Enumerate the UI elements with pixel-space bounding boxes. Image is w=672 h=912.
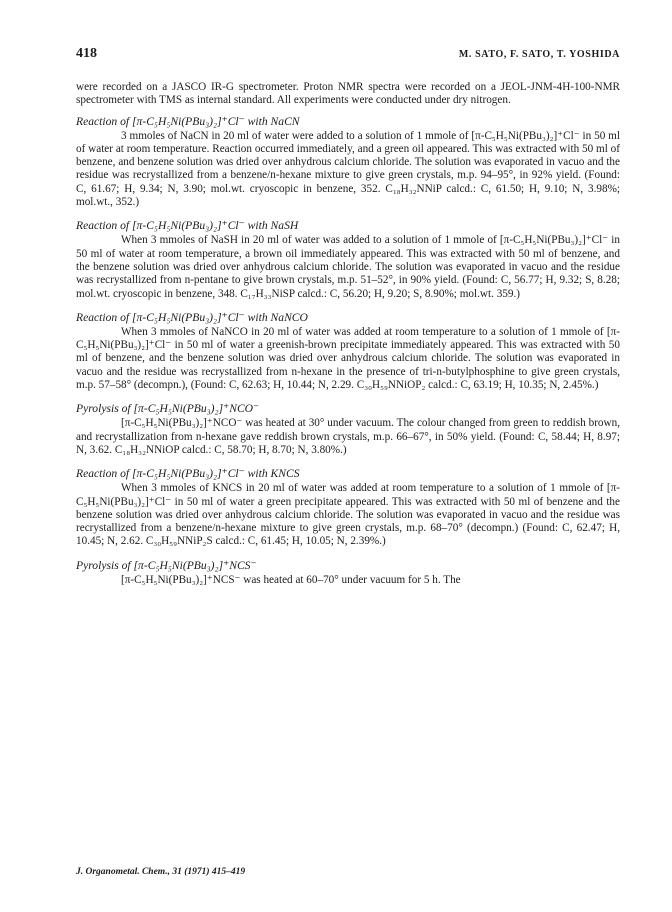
section-heading-kncs: Reaction of [π-C₅H₅Ni(PBu₃)₂]⁺Cl⁻ with KNCS	[76, 467, 300, 481]
section-heading-nacn: Reaction of [π-C₅H₅Ni(PBu₃)₂]⁺Cl⁻ with NaCN	[76, 114, 300, 128]
section-text-pyrolysis-nco: [π-C₅H₅Ni(PBu₃)₂]⁺NCO⁻ was heated at 30° under vacuum. The colour changed from green to reddish brown, and recrystallization from n-hexane gave reddish brown crystals, m.p. 66–67°, in 50% yield. (Found: C, 58.44; H, 8.97; N, 3.62. C₁₈H₃₂NNiOP calcd.: C, 58.70; H, 8.70; N, 3.80%.)	[76, 417, 620, 456]
running-header	[76, 46, 620, 66]
section-heading-pyrolysis-ncs: Pyrolysis of [π-C₅H₅Ni(PBu₃)₂]⁺NCS⁻	[76, 558, 257, 572]
section-text-nacn: 3 mmoles of NaCN in 20 ml of water were added to a solution of 1 mmole of [π-C₅H₅Ni(PBu₃)₂]⁺Cl⁻ in 50 ml of water at room temperature. Reaction occurred immediately, and a green oil appeared. This was extracted with 50 ml of benzene, and benzene solution was dried over anhydrous calcium chloride. The solution was evaporated in vacuo and the residue was recrystallized from a benzene/n-hexane mixture to give green crystals, m.p. 94–95°, in 92% yield. (Found: C, 61.67; H, 9.34; N, 3.90; mol.wt. cryoscopic in benzene, 352. C₁₈H₃₂NNiP calcd.: C, 61.50; H, 9.10; N, 3.98%; mol.wt., 352.)	[76, 129, 620, 209]
section-text-kncs: When 3 mmoles of KNCS in 20 ml of water was added at room temperature to a solution of 1 mmole of [π-C₅H₅Ni(PBu₃)₂]⁺Cl⁻ in 50 ml of water a green precipitate appeared. This was extracted with 50 ml of benzene and the benzene solution was dried over anhydrous calcium chloride. The solution was evaporated in vacuo and the residue was recrystallized from a benzene/n-hexane mixture to give green crystals, m.p. 68–70° (decompn.) (Found: C, 62.47; H, 10.45; N, 2.62. C₃₀H₅₉NNiP₂S calcd.: C, 61.45; H, 10.05; N, 2.39%.)	[76, 482, 620, 548]
running-authors: M. SATO, F. SATO, T. YOSHIDA	[458, 49, 620, 60]
article-body	[76, 81, 620, 587]
page-number: 418	[76, 46, 97, 61]
section-heading-nanco: Reaction of [π-C₅H₅Ni(PBu₃)₂]⁺Cl⁻ with NaNCO	[76, 310, 308, 324]
intro-paragraph: were recorded on a JASCO IR-G spectrometer. Proton NMR spectra were recorded on a JEOL-JNM-4H-100-NMR spectrometer with TMS as internal standard. All experiments were conducted under dry nitrogen.	[76, 81, 620, 107]
section-heading-nash: Reaction of [π-C₅H₅Ni(PBu₃)₂]⁺Cl⁻ with NaSH	[76, 219, 299, 233]
section-text-nash: When 3 mmoles of NaSH in 20 ml of water was added to a solution of 1 mmole of [π-C₅H₅Ni(PBu₃)₂]⁺Cl⁻ in 50 ml of water at room temperature, a brown oil immediately appeared. This was extracted with 50 ml of benzene, and the benzene solution was dried over anhydrous calcium chloride. The solution was evaporated in vacuo and the residue was recrystallized from n-pentane to give brown crystals, m.p. 51–52°, in 90% yield. (Found: C, 56.77; H, 9.32; S, 8.28; mol.wt. cryoscopic in benzene, 348. C₁₇H₃₃NiSP calcd.: C, 56.20; H, 9.20; S, 8.90%; mol.wt. 359.)	[76, 234, 620, 300]
journal-citation-footer: J. Organometal. Chem., 31 (1971) 415–419	[76, 867, 246, 877]
section-heading-pyrolysis-nco: Pyrolysis of [π-C₅H₅Ni(PBu₃)₂]⁺NCO⁻	[76, 402, 260, 416]
section-text-pyrolysis-ncs: [π-C₅H₅Ni(PBu₃)₂]⁺NCS⁻ was heated at 60–70° under vacuum for 5 h. The	[121, 573, 461, 586]
section-text-nanco: When 3 mmoles of NaNCO in 20 ml of water was added at room temperature to a solution of 1 mmole of [π-C₅H₅Ni(PBu₃)₂]⁺Cl⁻ in 50 ml of water a greenish-brown precipitate immediately appeared. This was extracted with 50 ml of benzene, and the benzene solution was dried over anhydrous calcium chloride. The solution was evaporated in vacuo and the residue was recrystallized from n-hexane in the presence of tri-n-butylphosphine to give green crystals, m.p. 57–58° (decompn.), (Found: C, 62.63; H, 10.44; N, 2.29. C₃₀H₅₉NNiOP₂ calcd.: C, 63.19; H, 10.35; N, 2.45%.)	[76, 325, 620, 392]
